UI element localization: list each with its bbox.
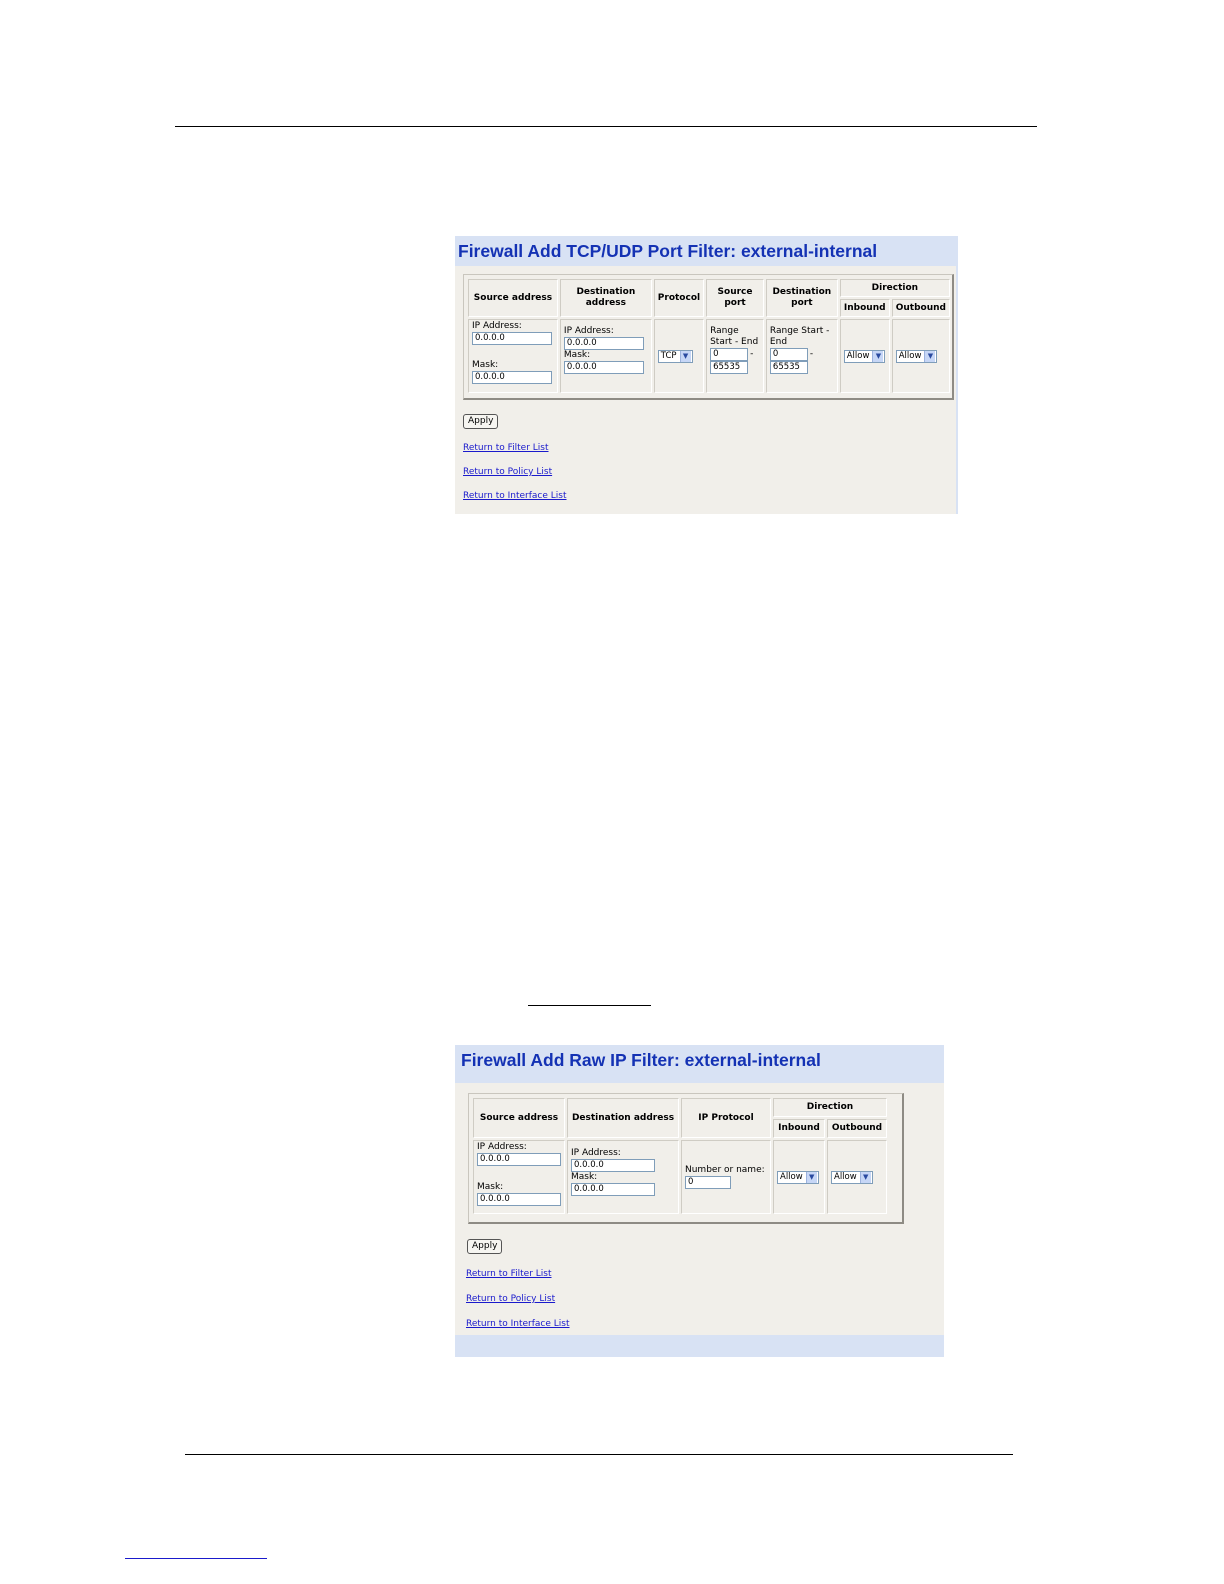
tcp-dst-start-input[interactable]: 0 <box>770 348 808 361</box>
tcp-dst-ip-input[interactable]: 0.0.0.0 <box>564 337 644 350</box>
tcp-source-address-cell <box>468 319 558 393</box>
tcp-src-start-input[interactable]: 0 <box>710 348 748 361</box>
raw-dst-ip-input[interactable]: 0.0.0.0 <box>571 1159 655 1172</box>
tcp-filter-frame <box>463 274 954 400</box>
tcp-outbound-select[interactable] <box>896 350 938 363</box>
raw-src-mask-input[interactable]: 0.0.0.0 <box>477 1193 561 1206</box>
text-underline <box>528 1005 651 1006</box>
raw-src-ip-input[interactable]: 0.0.0.0 <box>477 1153 561 1166</box>
tcp-src-mask-label: Mask: <box>472 360 499 370</box>
tcp-header-source-port: Source port <box>706 279 764 317</box>
raw-inbound-cell <box>773 1140 825 1214</box>
raw-apply-button[interactable]: Apply <box>467 1239 502 1254</box>
raw-filter-frame <box>468 1093 904 1224</box>
chevron-down-icon: ▼ <box>924 351 935 362</box>
raw-proto-input[interactable]: 0 <box>685 1176 731 1189</box>
tcp-header-direction: Direction <box>840 279 950 297</box>
raw-outbound-value: Allow <box>834 1171 857 1182</box>
chevron-down-icon: ▼ <box>872 351 883 362</box>
raw-outbound-cell <box>827 1140 887 1214</box>
tcp-outbound-value: Allow <box>898 350 922 361</box>
tcp-src-ip-label: IP Address: <box>472 321 522 331</box>
header-rule <box>175 126 1037 127</box>
tcp-outbound-cell <box>892 319 950 393</box>
range-separator: - <box>750 349 754 359</box>
raw-header-source-address: Source address <box>473 1098 565 1138</box>
tcp-src-end-input[interactable]: 65535 <box>710 361 748 374</box>
raw-source-address-cell <box>473 1140 565 1214</box>
tcp-src-mask-input[interactable]: 0.0.0.0 <box>472 371 552 384</box>
raw-inbound-select[interactable] <box>777 1171 819 1184</box>
raw-bottom-band <box>455 1335 944 1357</box>
raw-outbound-select[interactable] <box>831 1171 873 1184</box>
chevron-down-icon: ▼ <box>806 1172 817 1183</box>
raw-header-outbound: Outbound <box>827 1119 887 1138</box>
raw-dst-mask-input[interactable]: 0.0.0.0 <box>571 1183 655 1196</box>
raw-link-filter-list[interactable]: Return to Filter List <box>466 1269 552 1279</box>
tcp-destination-port-cell <box>766 319 838 393</box>
tcp-header-inbound: Inbound <box>840 299 890 317</box>
tcp-header-source-address: Source address <box>468 279 558 317</box>
raw-ip-protocol-cell <box>681 1140 771 1214</box>
tcp-apply-button[interactable]: Apply <box>463 414 498 429</box>
tcp-inbound-select[interactable] <box>844 350 886 363</box>
tcp-inbound-cell <box>840 319 890 393</box>
tcp-src-range-label: Range Start - End <box>710 326 759 347</box>
tcp-src-ip-input[interactable]: 0.0.0.0 <box>472 332 552 345</box>
raw-filter-screenshot <box>455 1045 944 1357</box>
raw-dst-mask-label: Mask: <box>571 1172 598 1182</box>
tcp-protocol-value: TCP <box>660 350 677 361</box>
tcp-dst-mask-label: Mask: <box>563 350 591 360</box>
raw-link-interface-list[interactable]: Return to Interface List <box>466 1319 570 1329</box>
tcp-filter-table <box>466 277 952 395</box>
tcp-header-protocol: Protocol <box>654 279 704 317</box>
tcp-link-filter-list[interactable]: Return to Filter List <box>463 443 549 453</box>
raw-destination-address-cell <box>567 1140 679 1214</box>
tcp-dst-end-input[interactable]: 65535 <box>770 361 808 374</box>
tcp-filter-screenshot <box>455 236 958 514</box>
tcp-header-destination-address: Destination address <box>560 279 652 317</box>
raw-header-direction: Direction <box>773 1098 887 1117</box>
tcp-source-port-cell <box>706 319 764 393</box>
raw-header-ip-protocol: IP Protocol <box>681 1098 771 1138</box>
chevron-down-icon: ▼ <box>680 351 691 362</box>
raw-dst-ip-label: IP Address: <box>571 1148 621 1158</box>
raw-src-ip-label: IP Address: <box>477 1142 527 1152</box>
chevron-down-icon: ▼ <box>860 1172 871 1183</box>
footer-link-underline <box>125 1558 267 1559</box>
footer-rule <box>185 1454 1013 1455</box>
raw-filter-title: Firewall Add Raw IP Filter: external-internal <box>455 1045 944 1083</box>
raw-inbound-value: Allow <box>780 1171 803 1182</box>
tcp-dst-ip-label: IP Address: <box>563 326 614 336</box>
tcp-dst-mask-input[interactable]: 0.0.0.0 <box>564 361 644 374</box>
raw-link-policy-list[interactable]: Return to Policy List <box>466 1294 556 1304</box>
tcp-header-outbound: Outbound <box>892 299 950 317</box>
raw-filter-table <box>471 1096 889 1216</box>
tcp-link-policy-list[interactable]: Return to Policy List <box>463 467 553 477</box>
tcp-link-interface-list[interactable]: Return to Interface List <box>463 491 567 501</box>
tcp-dst-range-label: Range Start - End <box>769 326 830 347</box>
tcp-destination-address-cell <box>560 319 652 393</box>
tcp-protocol-cell <box>654 319 704 393</box>
range-separator: - <box>809 349 814 359</box>
tcp-inbound-value: Allow <box>846 350 870 361</box>
raw-header-inbound: Inbound <box>773 1119 825 1138</box>
tcp-filter-title: Firewall Add TCP/UDP Port Filter: external-internal <box>455 236 958 266</box>
tcp-right-edge <box>956 266 958 514</box>
raw-src-mask-label: Mask: <box>477 1182 504 1192</box>
tcp-protocol-select[interactable] <box>658 350 693 363</box>
raw-proto-label: Number or name: <box>685 1165 765 1175</box>
tcp-header-destination-port: Destination port <box>766 279 838 317</box>
raw-header-destination-address: Destination address <box>567 1098 679 1138</box>
